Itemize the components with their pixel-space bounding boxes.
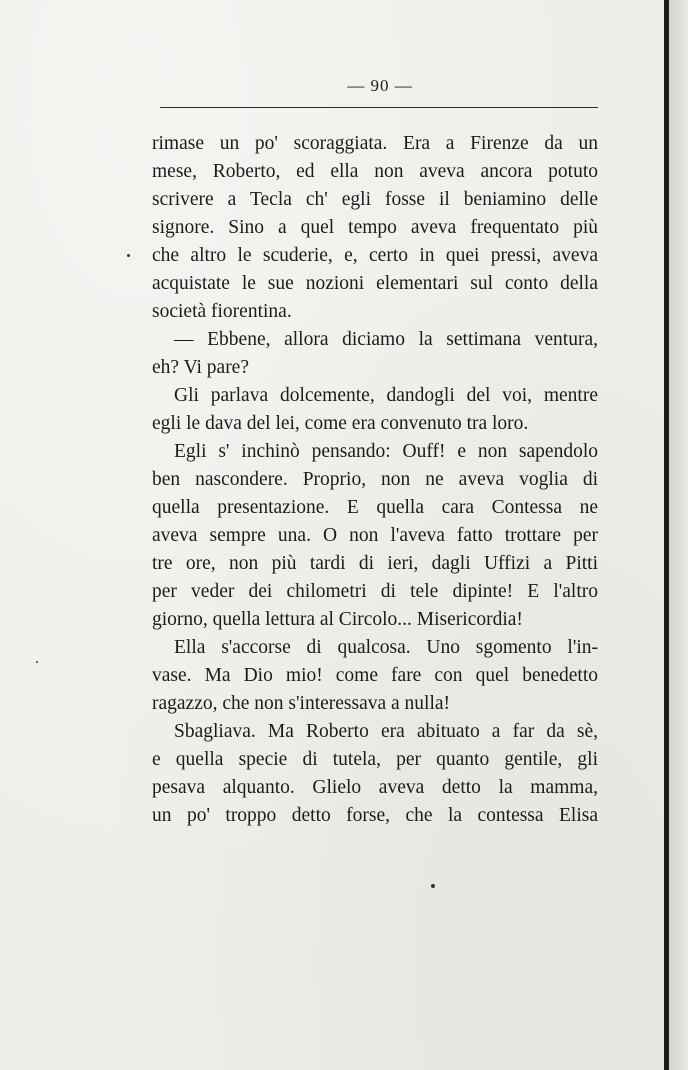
text-line: Sbagliava. Ma Roberto era abituato a far da sè, [174,721,598,742]
binding-shadow [669,0,688,1070]
text-line: vase. Ma Dio mio! come fare con quel benedetto [152,665,598,686]
text-line: eh? Vi pare? [152,357,249,378]
text-line: signore. Sino a quel tempo aveva frequentato più [152,217,598,238]
text-line: scrivere a Tecla ch' egli fosse il beniamino delle [152,189,598,210]
ink-speck [36,661,38,663]
text-line: — Ebbene, allora diciamo la settimana ventura, [174,329,598,350]
text-line: giorno, quella lettura al Circolo... Misericordia! [152,609,523,630]
text-line: Egli s' inchinò pensando: Ouff! e non sapendolo [174,441,598,462]
text-line: pesava alquanto. Glielo aveva detto la mamma, [152,777,598,798]
text-line: per veder dei chilometri di tele dipinte! E l'altro [152,581,598,602]
text-line: ragazzo, che non s'interessava a nulla! [152,693,451,714]
text-line: quella presentazione. E quella cara Contessa ne [152,497,598,518]
text-line: Ella s'accorse di qualcosa. Uno sgomento l'in- [174,637,598,658]
page-number: — 90 — [347,76,413,95]
text-line: acquistate le sue nozioni elementari sul conto della [152,273,598,294]
text-line: mese, Roberto, ed ella non aveva ancora potuto [152,161,598,182]
text-line: egli le dava del lei, come era convenuto tra loro. [152,413,529,434]
text-line: e quella specie di tutela, per quanto gentile, gli [152,749,598,770]
body-text [152,130,598,830]
text-line: che altro le scuderie, e, certo in quei pressi, aveva [152,245,598,266]
text-line: ben nascondere. Proprio, non ne aveva voglia di [152,469,598,490]
text-line: Gli parlava dolcemente, dandogli del voi, mentre [174,385,598,406]
text-line: rimase un po' scoraggiata. Era a Firenze da un [152,133,598,154]
ink-speck [127,254,130,257]
ink-speck [431,884,435,888]
header-rule [160,107,598,108]
binding-edge [664,0,669,1070]
text-line: aveva sempre una. O non l'aveva fatto trottare per [152,525,598,546]
text-line: società fiorentina. [152,301,292,322]
text-line: tre ore, non più tardi di ieri, dagli Uffizi a Pitti [152,553,598,574]
text-line: un po' troppo detto forse, che la contessa Elisa [152,805,598,826]
